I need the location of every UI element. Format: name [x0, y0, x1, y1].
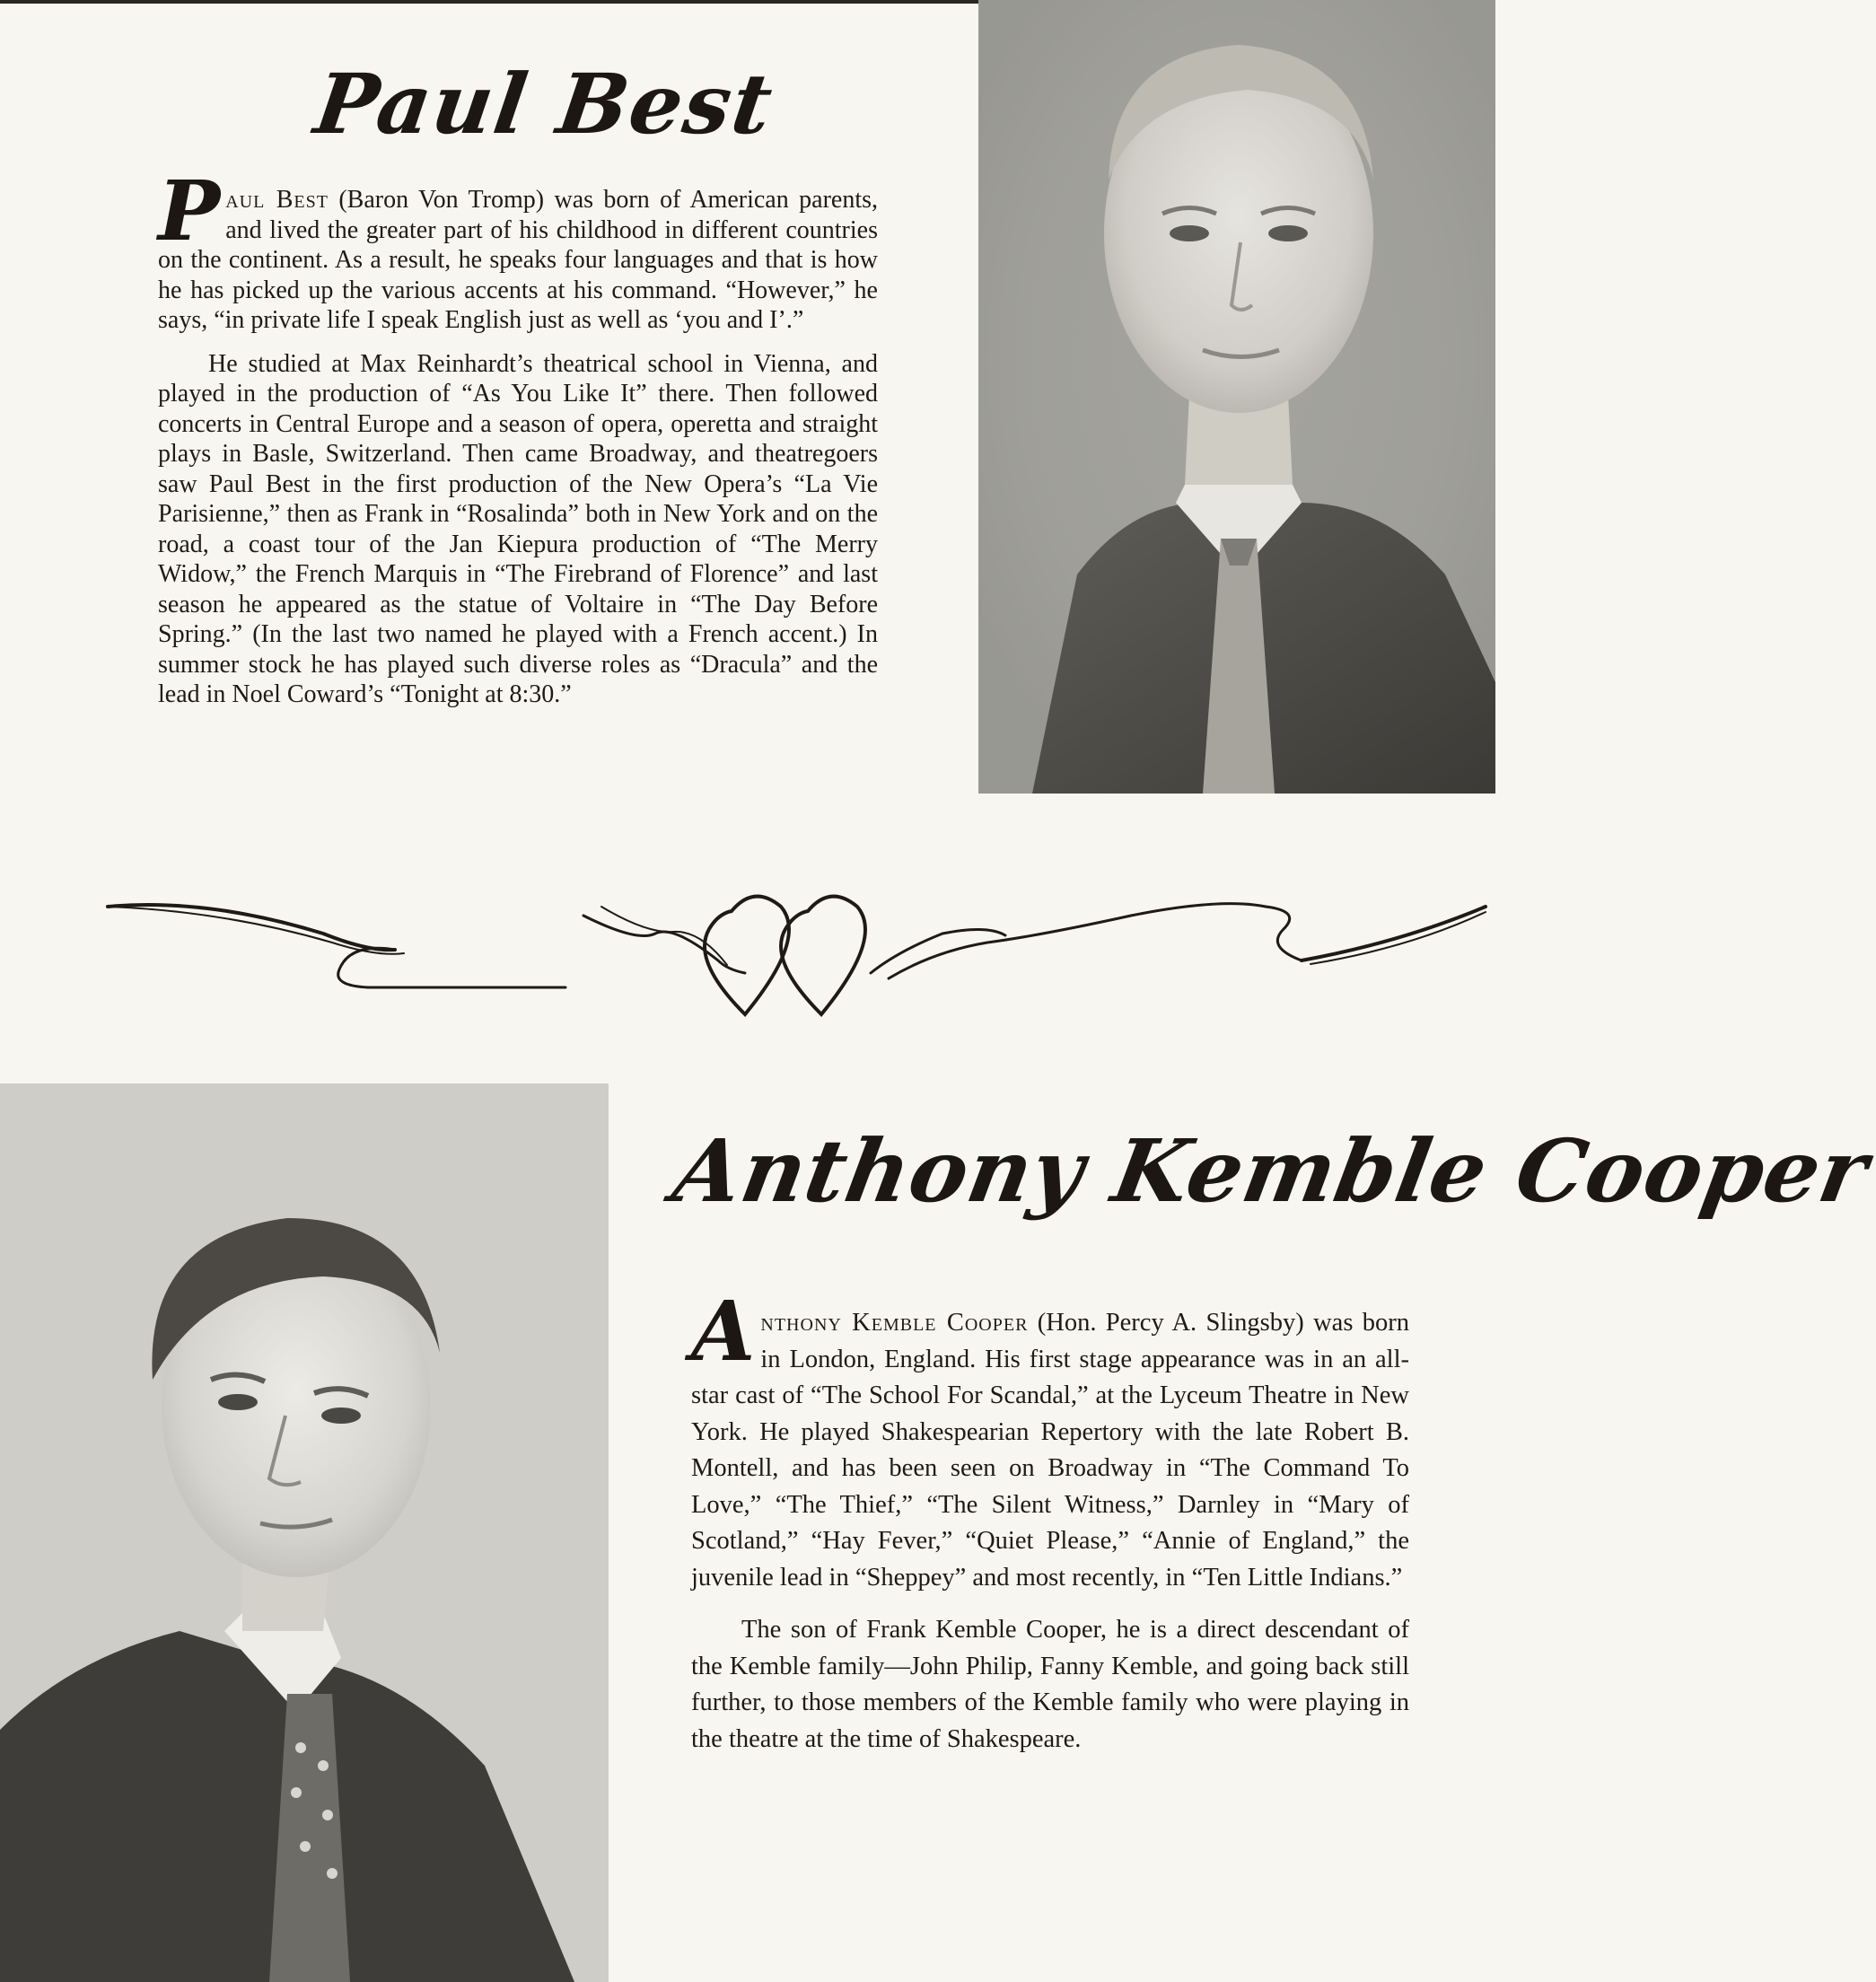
bio-cooper-paragraph-1: [691, 1283, 1409, 1596]
portrait-cooper-drawing: [0, 1083, 609, 1982]
bio-paul-best: [158, 162, 878, 710]
title-paul-best: Paul Best: [309, 56, 780, 153]
title-anthony-kemble-cooper: Anthony Kemble Cooper: [666, 1120, 1876, 1222]
dropcap-a: A: [691, 1283, 756, 1380]
lead-name-anthony-kemble-cooper: nthony Kemble Cooper: [760, 1309, 1029, 1337]
portrait-photo-anthony-kemble-cooper-icon: [0, 1083, 609, 1982]
ornamental-scroll-hearts-divider-icon: [99, 880, 1490, 1014]
bio-paul-best-paragraph-2: He studied at Max Reinhardt’s theatrical school in Vienna, and played in the production of “As You Like It” there. Then followed concerts in Central Europe and a season of opera, operetta and straight plays in Basle, Switzerland. Then came Broadway, and theatregoers saw Paul Best in the first production of the New Opera’s “La Vie Parisienne,” then as Frank in “Rosalinda” both in New York and on the road, a coast tour of the Jan Kiepura production of “The Merry Widow,” the French Marquis in “The Firebrand of Florence” and last season he appeared as the statue of Voltaire in “The Day Before Spring.” (In the last two named he played with a French accent.) In summer stock he has played such diverse roles as “Dracula” and the lead in Noel Coward’s “Tonight at 8:30.”: [158, 349, 878, 708]
portrait-photo-paul-best-icon: [978, 0, 1495, 794]
bio-paul-best-para1-text: (Baron Von Tromp) was born of American parents, and lived the greater part of his childhood in different countries on the continent. As a result, he speaks four languages and that is how he has picked up the various accents at his command. “However,” he says, “in private life I speak English just as well as ‘you and I’.”: [158, 186, 878, 334]
portrait-paul-best-drawing: [978, 0, 1495, 794]
bio-cooper-paragraph-2: The son of Frank Kemble Cooper, he is a direct descendant of the Kemble family—John Philip, Fanny Kemble, and going back still further, to those members of the Kemble family who were playing in the theatre at the time of Shakespeare.: [691, 1616, 1409, 1753]
bio-anthony-kemble-cooper: [691, 1283, 1409, 1758]
bio-cooper-para1-text: (Hon. Percy A. Slingsby) was born in London, England. His first stage appearance was in an all-star cast of “The School For Scandal,” at the Lyceum Theatre in New York. He played Shakespearian Repertory with the late Robert B. Montell, and has been seen on Broadway in “The Command To Love,” “The Thief,” “The Silent Witness,” Darnley in “Mary of Scotland,” “Hay Fever,” “Quiet Please,” “Annie of England,” the juvenile lead in “Sheppey” and most recently, in “Ten Little Indians.”: [691, 1309, 1409, 1592]
lead-name-paul-best: aul Best: [225, 186, 329, 214]
dropcap-p: P: [158, 162, 221, 259]
bio-paul-best-paragraph-1: [158, 162, 878, 336]
